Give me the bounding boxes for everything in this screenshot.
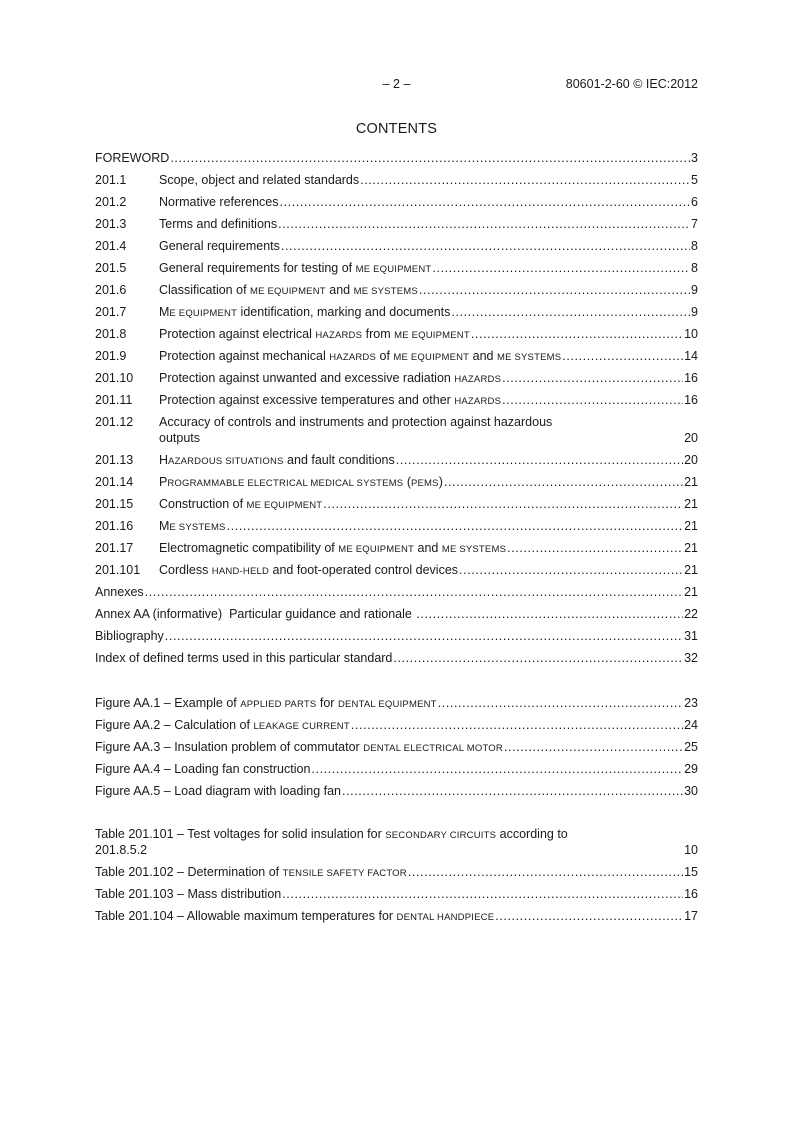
leader-dots xyxy=(201,430,683,446)
toc-entry-title: Construction of ME EQUIPMENT xyxy=(159,497,323,511)
toc-entry-clause[interactable] xyxy=(95,348,698,364)
toc-entry-title: Bibliography xyxy=(95,629,164,643)
leader-dots xyxy=(438,695,683,711)
toc-entry-annexes[interactable] xyxy=(95,584,698,600)
toc-entry-page: 21 xyxy=(684,497,698,511)
leader-dots xyxy=(282,886,683,902)
leader-dots xyxy=(148,842,683,858)
page-header xyxy=(95,77,698,93)
toc-entry-page: 32 xyxy=(684,651,698,665)
toc-entry-page: 5 xyxy=(691,173,698,187)
toc-entry-clause[interactable] xyxy=(95,370,698,386)
clause-number: 201.12 xyxy=(95,415,134,429)
toc-entry-clause[interactable] xyxy=(95,238,698,254)
leader-dots xyxy=(416,606,683,622)
leader-dots xyxy=(393,650,683,666)
clause-number: 201.1 xyxy=(95,173,127,187)
toc-entry-page: 22 xyxy=(684,607,698,621)
toc-entry-title: PROGRAMMABLE ELECTRICAL MEDICAL SYSTEMS (PEMS) xyxy=(159,475,443,489)
toc-entry-table[interactable] xyxy=(95,908,698,924)
toc-entry-page: 21 xyxy=(684,563,698,577)
toc-entry-title: Accuracy of controls and instruments and protection against hazardous xyxy=(159,415,553,429)
leader-dots xyxy=(323,496,683,512)
toc-entry-page: 30 xyxy=(684,784,698,798)
leader-dots xyxy=(451,304,690,320)
toc-entry-title: Figure AA.3 – Insulation problem of commutator DENTAL ELECTRICAL MOTOR xyxy=(95,740,503,754)
toc-entry-page: 21 xyxy=(684,519,698,533)
toc-entry-title: General requirements xyxy=(159,239,280,253)
toc-entry-clause[interactable] xyxy=(95,172,698,188)
toc-entry-page: 23 xyxy=(684,696,698,710)
leader-dots xyxy=(360,172,690,188)
leader-dots xyxy=(471,326,683,342)
toc-entry-page: 9 xyxy=(691,305,698,319)
leader-dots xyxy=(165,628,683,644)
toc-entry-clause[interactable] xyxy=(95,194,698,210)
toc-entry-foreword[interactable] xyxy=(95,150,698,166)
toc-entry-page: 31 xyxy=(684,629,698,643)
leader-dots xyxy=(145,584,683,600)
toc-entry-clause[interactable] xyxy=(95,260,698,276)
toc-entry-clause[interactable] xyxy=(95,414,698,446)
toc-entry-title: Table 201.102 – Determination of TENSILE SAFETY FACTOR xyxy=(95,865,407,879)
toc-entry-title: ME SYSTEMS xyxy=(159,519,226,533)
toc-entry-clause[interactable] xyxy=(95,518,698,534)
toc-entry-page: 8 xyxy=(691,239,698,253)
toc-entry-title: Table 201.103 – Mass distribution xyxy=(95,887,282,901)
clause-number: 201.17 xyxy=(95,541,134,555)
toc-entry-table[interactable] xyxy=(95,864,698,880)
toc-entry-page: 16 xyxy=(684,393,698,407)
leader-dots xyxy=(278,216,690,232)
leader-dots xyxy=(459,562,683,578)
leader-dots xyxy=(502,392,683,408)
leader-dots xyxy=(311,761,683,777)
toc-entry-clause[interactable] xyxy=(95,540,698,556)
toc-entry-title: Figure AA.5 – Load diagram with loading fan xyxy=(95,784,341,798)
leader-dots xyxy=(507,540,683,556)
toc-entry-page: 20 xyxy=(684,453,698,467)
toc-entry-table[interactable] xyxy=(95,886,698,902)
leader-dots xyxy=(504,739,683,755)
leader-dots xyxy=(351,717,683,733)
toc-entry-page: 21 xyxy=(684,541,698,555)
toc-entry-title: Classification of ME EQUIPMENT and ME SYSTEMS xyxy=(159,283,418,297)
toc-entry-page: 17 xyxy=(684,909,698,923)
toc-entry-page: 20 xyxy=(684,431,698,445)
toc-entry-title: Figure AA.4 – Loading fan construction xyxy=(95,762,311,776)
toc-entry-figure[interactable] xyxy=(95,739,698,755)
toc-entry-clause[interactable] xyxy=(95,562,698,578)
toc-entry-clause[interactable] xyxy=(95,304,698,320)
clause-number: 201.14 xyxy=(95,475,134,489)
leader-dots xyxy=(495,908,683,924)
toc-entry-page: 8 xyxy=(691,261,698,275)
toc-entry-annex-aa[interactable] xyxy=(95,606,698,622)
clause-number: 201.7 xyxy=(95,305,127,319)
toc-entry-clause[interactable] xyxy=(95,392,698,408)
leader-dots xyxy=(281,238,690,254)
toc-entry-title: ME EQUIPMENT identification, marking and documents xyxy=(159,305,451,319)
toc-entry-title: Protection against electrical HAZARDS from ME EQUIPMENT xyxy=(159,327,470,341)
toc-entry-title: Annex AA (informative) Particular guidance and rationale xyxy=(95,607,416,621)
page-number: – 2 – xyxy=(382,77,411,91)
clause-number: 201.3 xyxy=(95,217,127,231)
clause-number: 201.9 xyxy=(95,349,127,363)
leader-dots xyxy=(280,194,691,210)
clause-number: 201.4 xyxy=(95,239,127,253)
toc-entry-page: 21 xyxy=(684,475,698,489)
toc-entry-figure[interactable] xyxy=(95,783,698,799)
toc-entry-title: Electromagnetic compatibility of ME EQUIPMENT and ME SYSTEMS xyxy=(159,541,507,555)
toc-entry-title-continued: 201.8.5.2 xyxy=(95,843,148,857)
toc-entry-clause[interactable] xyxy=(95,282,698,298)
toc-entry-page: 10 xyxy=(684,843,698,857)
leader-dots xyxy=(562,348,683,364)
toc-entry-title: FOREWORD xyxy=(95,151,170,165)
leader-dots xyxy=(227,518,683,534)
leader-dots xyxy=(342,783,683,799)
leader-dots xyxy=(444,474,683,490)
toc-entry-title: Table 201.104 – Allowable maximum temperatures for DENTAL HANDPIECE xyxy=(95,909,495,923)
toc-entry-page: 29 xyxy=(684,762,698,776)
clause-number: 201.2 xyxy=(95,195,127,209)
clause-number: 201.6 xyxy=(95,283,127,297)
toc-entry-page: 24 xyxy=(684,718,698,732)
clause-number: 201.11 xyxy=(95,393,133,407)
leader-dots xyxy=(170,150,690,166)
toc-entry-figure[interactable] xyxy=(95,717,698,733)
clause-number: 201.16 xyxy=(95,519,134,533)
toc-entry-title-continued: outputs xyxy=(159,431,201,445)
toc-entry-page: 10 xyxy=(684,327,698,341)
toc-entry-clause[interactable] xyxy=(95,474,698,490)
toc-entry-page: 7 xyxy=(691,217,698,231)
toc-entry-title: Figure AA.1 – Example of APPLIED PARTS for DENTAL EQUIPMENT xyxy=(95,696,437,710)
toc-entry-title: Protection against mechanical HAZARDS of ME EQUIPMENT and ME SYSTEMS xyxy=(159,349,562,363)
leader-dots xyxy=(408,864,683,880)
toc-entry-bibliography[interactable] xyxy=(95,628,698,644)
clause-number: 201.8 xyxy=(95,327,127,341)
document-id: 80601-2-60 © IEC:2012 xyxy=(565,77,698,91)
toc-entry-page: 15 xyxy=(684,865,698,879)
toc-entry-title: HAZARDOUS SITUATIONS and fault conditions xyxy=(159,453,395,467)
toc-entry-page: 25 xyxy=(684,740,698,754)
toc-entry-page: 14 xyxy=(684,349,698,363)
toc-entry-clause[interactable] xyxy=(95,496,698,512)
toc-entry-title: Table 201.101 – Test voltages for solid insulation for SECONDARY CIRCUITS according to xyxy=(95,827,568,841)
page-title: CONTENTS xyxy=(355,121,438,137)
toc-entry-title: Scope, object and related standards xyxy=(159,173,360,187)
toc-entry-title: Normative references xyxy=(159,195,279,209)
toc-entry-page: 9 xyxy=(691,283,698,297)
toc-entry-title: Figure AA.2 – Calculation of LEAKAGE CURRENT xyxy=(95,718,350,732)
toc-entry-title: Annexes xyxy=(95,585,144,599)
toc-entry-table[interactable] xyxy=(95,826,698,858)
toc-entry-clause[interactable] xyxy=(95,326,698,342)
leader-dots xyxy=(432,260,690,276)
clause-number: 201.5 xyxy=(95,261,127,275)
toc-entry-clause[interactable] xyxy=(95,452,698,468)
toc-entry-index[interactable] xyxy=(95,650,698,666)
clause-number: 201.101 xyxy=(95,563,141,577)
toc-entry-title: Protection against excessive temperatures and other HAZARDS xyxy=(159,393,502,407)
clause-number: 201.13 xyxy=(95,453,134,467)
leader-dots xyxy=(419,282,690,298)
toc-entry-page: 3 xyxy=(691,151,698,165)
toc-entry-title: General requirements for testing of ME EQUIPMENT xyxy=(159,261,432,275)
toc-entry-page: 21 xyxy=(684,585,698,599)
toc-entry-figure[interactable] xyxy=(95,695,698,711)
toc-entry-title: Index of defined terms used in this particular standard xyxy=(95,651,393,665)
toc-entry-page: 6 xyxy=(691,195,698,209)
toc-entry-title: Cordless HAND-HELD and foot-operated control devices xyxy=(159,563,459,577)
toc-entry-title: Terms and definitions xyxy=(159,217,278,231)
toc-entry-clause[interactable] xyxy=(95,216,698,232)
toc-entry-title: Protection against unwanted and excessive radiation HAZARDS xyxy=(159,371,502,385)
leader-dots xyxy=(502,370,683,386)
toc-entry-page: 16 xyxy=(684,887,698,901)
clause-number: 201.15 xyxy=(95,497,134,511)
toc-entry-page: 16 xyxy=(684,371,698,385)
leader-dots xyxy=(396,452,683,468)
clause-number: 201.10 xyxy=(95,371,134,385)
toc-entry-figure[interactable] xyxy=(95,761,698,777)
